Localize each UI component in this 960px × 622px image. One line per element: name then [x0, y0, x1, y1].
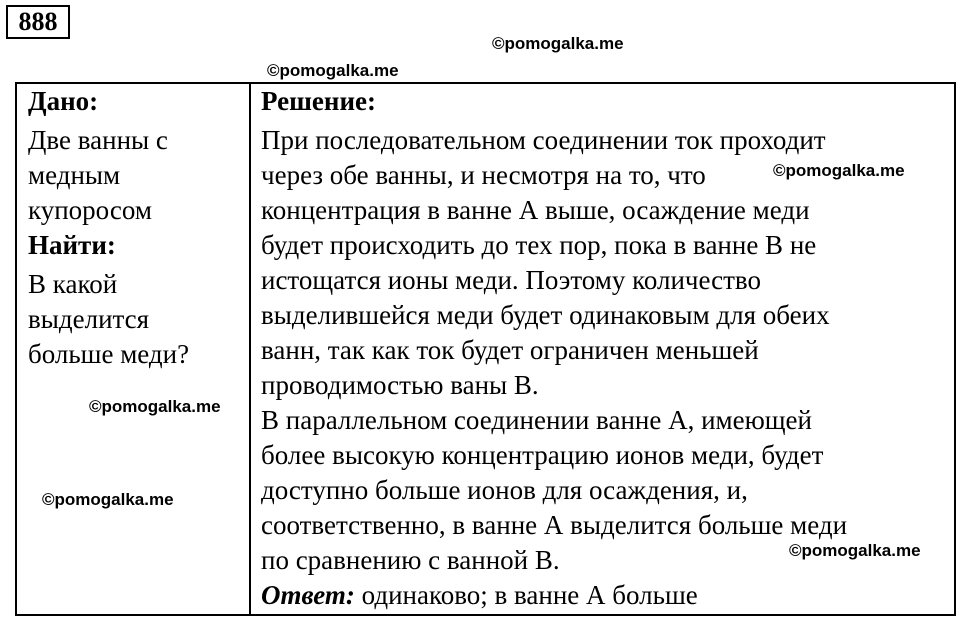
solution-line: более высокую концентрацию ионов меди, будет — [261, 440, 824, 470]
column-divider — [249, 84, 251, 614]
watermark: ©pomogalka.me — [492, 34, 624, 53]
solution-line: При последовательном соединении ток проходит — [261, 125, 826, 155]
find-heading: Найти: — [28, 230, 116, 260]
watermark: ©pomogalka.me — [267, 61, 399, 80]
solution-heading: Решение: — [261, 86, 376, 116]
find-line: выделится — [28, 304, 150, 334]
given-line: купоросом — [28, 195, 152, 225]
solution-line: выделившейся меди будет одинаковым для обеих — [261, 300, 830, 330]
problem-number: 888 — [6, 5, 70, 39]
find-line: больше меди? — [28, 339, 190, 369]
watermark: ©pomogalka.me — [89, 397, 221, 416]
watermark: ©pomogalka.me — [42, 490, 174, 509]
solution-line: соответственно, в ванне А выделится больше меди — [261, 510, 848, 540]
watermark: ©pomogalka.me — [773, 161, 905, 180]
given-line: Две ванны с — [28, 125, 168, 155]
solution-line: по сравнению с ванной В. — [261, 545, 560, 575]
watermark: ©pomogalka.me — [789, 541, 921, 560]
given-line: медным — [28, 160, 121, 190]
solution-line: В параллельном соединении ванне А, имеющей — [261, 405, 812, 435]
solution-line: ванн, так как ток будет ограничен меньшей — [261, 335, 759, 365]
answer-line — [261, 578, 951, 613]
solution-line: через обе ванны, и несмотря на то, что — [261, 160, 706, 190]
solution-line: доступно больше ионов для осаждения, и, — [261, 475, 748, 505]
solution-line: проводимостью ваны В. — [261, 370, 539, 400]
find-line: В какой — [28, 269, 118, 299]
solution-line: будет происходить до тех пор, пока в ванне В не — [261, 230, 817, 260]
given-heading: Дано: — [28, 86, 99, 116]
answer-label: Ответ: — [261, 580, 355, 610]
solution-line: концентрация в ванне А выше, осаждение меди — [261, 195, 810, 225]
answer-text: одинаково; в ванне А больше — [354, 580, 698, 610]
left-column — [28, 84, 243, 372]
solution-line: истощатся ионы меди. Поэтому количество — [261, 265, 762, 295]
